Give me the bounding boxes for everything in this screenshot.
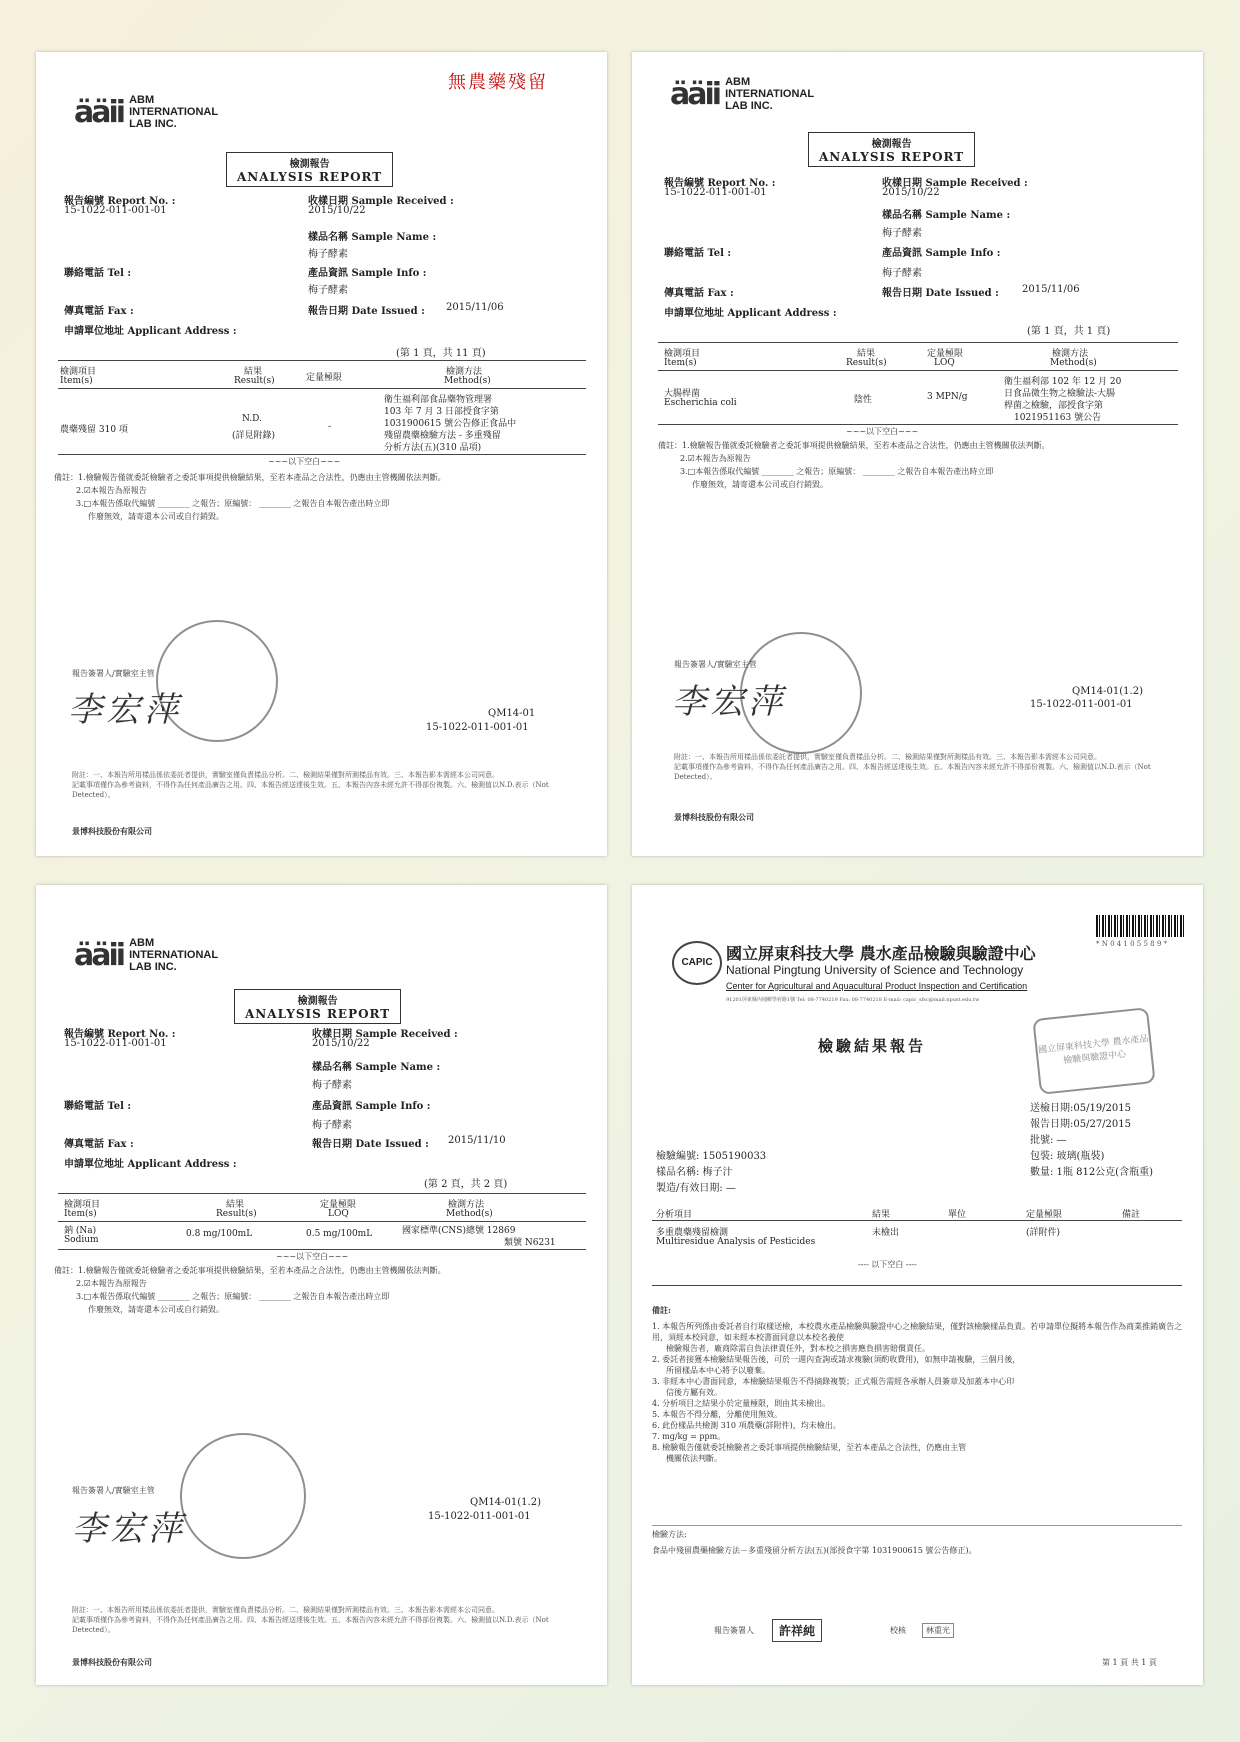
institution-address: 91201屏東縣內埔鄉學府路1號 Tel: 08-7740219 Fax: 08-7740218 E-mail: capic_sfsc@mail.npust.edu.tw [726, 997, 980, 1003]
table-top-rule [658, 342, 1178, 343]
end-marker: ~~~以下空白~~~ [276, 1252, 349, 1261]
note-1: 備註：1.檢驗報告僅就委託檢驗者之委託事項提供檢驗結果，至若本產品之合法性，仍應由主管機關依法判斷。 [54, 473, 446, 482]
page-indicator: 第 1 頁 共 1 頁 [1102, 1658, 1157, 1667]
col-loq: 定量極限 [927, 349, 964, 359]
col-method-en: Method(s) [446, 1209, 493, 1219]
note-1: 備註：1.檢驗報告僅就委託檢驗者之委託事項提供檢驗結果，至若本產品之合法性，仍應由主管機關依法判斷。 [658, 441, 1050, 450]
label-sample-name: 樣品名稱 Sample Name : [312, 1062, 441, 1073]
col-loq-en: LOQ [934, 358, 955, 368]
barcode [1096, 915, 1184, 937]
col-result: 結果 [857, 349, 876, 359]
abm-logo-name: ABM INTERNATIONAL LAB INC. [129, 937, 219, 973]
cell-loq: - [328, 422, 332, 432]
fine-print: 附註：一、本報告所用樣品係依委託者提供，實驗室僅負責樣品分析。二、檢測結果僅對所測樣品有效。三、本報告影本需經本公司同意。 記載事項僅作為參考資料，不得作為任何產品廣告之用。四、本報告經送達後生效。五、本報告內容未經允許不得部份複製。六、檢測值以N.D.表示（Not Detected）。 [72, 771, 549, 799]
signer-label: 報告簽署人/實驗室主管 [674, 660, 757, 669]
page-indicator: (第 2 頁，共 2 頁) [424, 1179, 508, 1190]
report-sheet-4 [632, 885, 1203, 1685]
col-method: 檢測方法 [446, 367, 483, 377]
abm-logo-mark: ääii [74, 94, 124, 130]
institution-name-zh: 國立屏東科技大學 農水產品檢驗與驗證中心 [726, 944, 1036, 963]
report-title: 檢測報告 ANALYSIS REPORT [226, 152, 393, 187]
label-address: 申請單位地址 Applicant Address : [64, 326, 237, 337]
col-result: 結果 [226, 1200, 245, 1210]
col-loq: 定量極限 [320, 1200, 357, 1210]
col-limit: 定量極限 [1026, 1210, 1063, 1220]
cell-result-note: (詳見附錄) [232, 431, 276, 441]
value-issued: 2015/11/06 [446, 302, 504, 313]
cell-item: 大腸桿菌 [664, 389, 701, 399]
end-marker: ~~~以下空白~~~ [846, 427, 919, 436]
label-issued: 報告日期 Date Issued : [312, 1139, 429, 1150]
table-bottom-rule [658, 424, 1178, 425]
page-indicator: (第 1 頁，共 1 頁) [1027, 326, 1111, 337]
label-report-no: 報告編號 Report No. : [664, 178, 776, 189]
col-result-en: Result(s) [216, 1209, 257, 1219]
abm-logo-name: ABM INTERNATIONAL LAB INC. [725, 76, 815, 112]
abm-logo-mark: ääii [670, 76, 720, 112]
cell-item-en: Escherichia coli [664, 398, 737, 408]
note-3: 3.□本報告係取代編號 ________ 之報告；原編號： ________ 之報告自本報告產出時立即 [76, 1292, 390, 1301]
label-tel: 聯絡電話 Tel : [64, 1101, 132, 1112]
value-sample-name: 梅子酵素 [312, 1080, 352, 1091]
col-item: 檢測項目 [64, 1200, 101, 1210]
table-bottom-rule [58, 1249, 586, 1250]
label-sample-name: 樣品名稱 Sample Name : [308, 232, 437, 243]
cell-item-en: Multiresidue Analysis of Pesticides [656, 1237, 816, 1247]
table-top-rule [58, 1193, 586, 1194]
label-tel: 聯絡電話 Tel : [64, 268, 132, 279]
page-indicator: (第 1 頁，共 11 頁) [396, 348, 486, 359]
col-method: 檢測方法 [448, 1200, 485, 1210]
abm-logo [74, 94, 218, 130]
sample-name: 樣品名稱: 梅子汁 [656, 1167, 733, 1178]
table-header-rule [658, 370, 1178, 371]
notes-list: 1. 本報告所列係由委託者自行取樣送檢，本校農水產品檢驗與驗證中心之檢驗結果，僅對該檢驗樣品負責。若申請單位擬將本報告作為商業推銷廣告之用，須經本校同意，如未經本校書面同意以本校名義使 檢驗報告者，廠商除需自負法律責任外，對本校之損害應負損害賠償責任。 2. 委託者接獲本檢驗結果報告後，可於一週內查詢或請求複驗(須酌收費用)，如無申請複驗，三個月後， 所留樣品本中心將予以廢棄。 3. 非經本中心書面同意，本檢驗結果報告不得摘錄複製；正式報告需經各承辦人員簽章及加蓋本中心印 信後方屬有效。 4. 分析項目之結果小於定量極限，則由其未檢出。 5. 本報告不得分離，分離使用無效。 6. 此份樣品共檢測 310 項農藥(詳附件)，均未檢出。 7. mg/kg = ppm。 8. 檢驗報告僅就委託檢驗者之委託事項提供檢驗結果，至若本產品之合法性，仍應由主管 機關依法判斷。 [652, 1322, 1183, 1463]
col-item-en: Item(s) [64, 1209, 97, 1219]
signer-label: 報告簽署人/實驗室主管 [72, 1486, 155, 1495]
label-received: 收樣日期 Sample Received : [308, 196, 454, 207]
label-fax: 傳真電話 Fax : [664, 288, 734, 299]
date-report: 報告日期:05/27/2015 [1030, 1119, 1132, 1130]
value-report-no: 15-1022-011-001-01 [664, 187, 767, 198]
cell-loq: 3 MPN/g [927, 392, 968, 402]
batch: 批號: — [1030, 1135, 1067, 1146]
col-unit: 單位 [948, 1210, 967, 1220]
signature: 李宏萍 [68, 690, 182, 730]
abm-logo [670, 76, 814, 112]
label-received: 收樣日期 Sample Received : [882, 178, 1028, 189]
cell-method-4: 1021951163 號公告 [1014, 413, 1102, 423]
value-received: 2015/10/22 [312, 1038, 370, 1049]
table-header-rule [652, 1220, 1182, 1221]
cell-method-3: 1031900615 號公告修正食品中 [384, 419, 517, 429]
note-4: 作廢無效，請寄還本公司或自行銷毀。 [692, 480, 828, 489]
table-header-rule [58, 1221, 586, 1222]
signer-stamp: 許祥純 [772, 1619, 822, 1642]
quantity: 數量: 1瓶 812公克(含瓶重) [1030, 1167, 1153, 1178]
end-marker: ---- 以下空白 ---- [858, 1260, 917, 1269]
label-fax: 傳真電話 Fax : [64, 1139, 134, 1150]
cell-item: 農藥殘留 310 項 [60, 425, 128, 435]
col-loq: 定量極限 [306, 373, 343, 383]
footer-code: QM14-01(1.2) [1072, 686, 1143, 697]
col-method-en: Method(s) [444, 376, 491, 386]
label-address: 申請單位地址 Applicant Address : [64, 1159, 237, 1170]
cell-method-2: 日食品微生物之檢驗法-大腸 [1004, 389, 1116, 399]
company-seal-stamp [180, 1433, 306, 1559]
cell-limit: (詳附件) [1026, 1228, 1061, 1238]
fine-print: 附註：一、本報告所用樣品係依委託者提供，實驗室僅負責樣品分析。二、檢測結果僅對所測樣品有效。三、本報告影本需經本公司同意。 記載事項僅作為參考資料，不得作為任何產品廣告之用。四、本報告經送達後生效。五、本報告內容未經允許不得部份複製。六、檢測值以N.D.表示（Not Detected）。 [72, 1606, 549, 1634]
col-item: 檢測項目 [60, 367, 97, 377]
label-sample-info: 產品資訊 Sample Info : [312, 1101, 431, 1112]
report-title: 檢驗結果報告 [818, 1037, 927, 1055]
table-bottom-rule [58, 454, 586, 455]
cell-method-1: 衛生福利部 102 年 12 月 20 [1004, 377, 1122, 387]
footer-report-no: 15-1022-011-001-01 [426, 722, 529, 733]
value-sample-name: 梅子酵素 [882, 228, 922, 239]
col-item: 檢測項目 [664, 349, 701, 359]
date-received: 送檢日期:05/19/2015 [1030, 1103, 1132, 1114]
value-sample-info: 梅子酵素 [882, 268, 922, 279]
note-2: 2.☑本報告為原報告 [76, 486, 147, 495]
label-sample-name: 樣品名稱 Sample Name : [882, 210, 1011, 221]
footer-report-no: 15-1022-011-001-01 [428, 1511, 531, 1522]
cell-method-5: 分析方法(五)(310 品項) [384, 443, 482, 453]
company-footer: 景博科技股份有限公司 [72, 1657, 152, 1667]
label-report-no: 報告編號 Report No. : [64, 1029, 176, 1040]
cell-method-2: 類號 N6231 [504, 1238, 556, 1248]
note-2: 2.☑本報告為原報告 [680, 454, 751, 463]
cell-result: 陰性 [854, 395, 873, 405]
value-sample-info: 梅子酵素 [308, 285, 348, 296]
table-top-rule [58, 360, 586, 361]
abm-logo [74, 937, 218, 973]
method-rule [652, 1525, 1182, 1526]
value-issued: 2015/11/10 [448, 1135, 506, 1146]
col-loq-en: LOQ [328, 1209, 349, 1219]
table-bottom-rule [652, 1285, 1182, 1286]
report-title: 檢測報告 ANALYSIS REPORT [234, 989, 401, 1024]
cell-method-1: 衛生福利部食品藥物管理署 [384, 395, 493, 405]
inspection-no: 檢驗編號: 1505190033 [656, 1151, 767, 1162]
value-received: 2015/10/22 [882, 187, 940, 198]
label-sample-info: 產品資訊 Sample Info : [308, 268, 427, 279]
signature: 李宏萍 [72, 1509, 186, 1549]
note-1: 備註：1.檢驗報告僅就委託檢驗者之委託事項提供檢驗結果，至若本產品之合法性，仍應由主管機關依法判斷。 [54, 1266, 446, 1275]
table-header-rule [58, 388, 586, 389]
signer-label: 報告簽署人/實驗室主管 [72, 669, 155, 678]
reviewer-label: 校核 [890, 1626, 906, 1635]
label-issued: 報告日期 Date Issued : [882, 288, 999, 299]
footer-code: QM14-01(1.2) [470, 1497, 541, 1508]
barcode-number: * N 0 4 1 0 5 5 8 9 * [1096, 940, 1168, 948]
value-issued: 2015/11/06 [1022, 284, 1080, 295]
footer-report-no: 15-1022-011-001-01 [1030, 699, 1133, 710]
notes-title: 備註: [652, 1305, 671, 1315]
fine-print: 附註：一、本報告所用樣品係依委託者提供，實驗室僅負責樣品分析。二、檢測結果僅對所測樣品有效。三、本報告影本需經本公司同意。 記載事項僅作為參考資料，不得作為任何產品廣告之用。四、本報告經送達後生效。五、本報告內容未經允許不得部份複製。六、檢測值以N.D.表示（Not Detected）。 [674, 753, 1151, 781]
cell-result: 未檢出 [872, 1228, 900, 1238]
col-result: 結果 [244, 367, 263, 377]
col-result: 結果 [872, 1210, 891, 1220]
company-footer: 景博科技股份有限公司 [674, 812, 754, 822]
cell-result: 0.8 mg/100mL [186, 1229, 253, 1239]
label-issued: 報告日期 Date Issued : [308, 306, 425, 317]
report-sheet-2 [632, 52, 1203, 856]
cell-item-en: Sodium [64, 1235, 99, 1245]
institution-center-en: Center for Agricultural and Aquacultural Product Inspection and Certification [726, 981, 1028, 991]
capic-logo: CAPIC [672, 941, 722, 985]
label-report-no: 報告編號 Report No. : [64, 196, 176, 207]
mfg-date: 製造/有效日期: — [656, 1183, 736, 1194]
col-item: 分析項目 [656, 1210, 693, 1220]
report-sheet-3 [36, 885, 607, 1685]
note-3: 3.□本報告係取代編號 ________ 之報告；原編號： ________ 之報告自本報告產出時立即 [680, 467, 994, 476]
center-seal-stamp: 國立屏東科技大學 農水產品檢驗與驗證中心 [1032, 1007, 1155, 1095]
note-4: 作廢無效，請寄還本公司或自行銷毀。 [88, 1305, 224, 1314]
col-method-en: Method(s) [1050, 358, 1097, 368]
package: 包裝: 玻璃(瓶裝) [1030, 1151, 1105, 1162]
reviewer-stamp: 林重光 [922, 1623, 954, 1638]
note-2: 2.☑本報告為原報告 [76, 1279, 147, 1288]
method-text: 食品中殘留農藥檢驗方法－多重殘留分析方法(五)(部授食字第 1031900615 號公告修正)。 [652, 1546, 977, 1555]
col-result-en: Result(s) [846, 358, 887, 368]
cell-item: 鈉 (Na) [64, 1226, 97, 1236]
value-report-no: 15-1022-011-001-01 [64, 1038, 167, 1049]
col-result-en: Result(s) [234, 376, 275, 386]
col-item-en: Item(s) [60, 376, 93, 386]
institution-name-en: National Pingtung University of Science and Technology [726, 963, 1024, 977]
label-tel: 聯絡電話 Tel : [664, 248, 732, 259]
label-address: 申請單位地址 Applicant Address : [664, 308, 837, 319]
note-4: 作廢無效，請寄還本公司或自行銷毀。 [88, 512, 224, 521]
cell-method-1: 國家標準(CNS)總號 12869 [402, 1226, 516, 1236]
signature: 李宏萍 [672, 682, 786, 722]
end-marker: ~~~以下空白~~~ [268, 457, 341, 466]
footer-code: QM14-01 [488, 708, 536, 719]
company-footer: 景博科技股份有限公司 [72, 826, 152, 836]
note-3: 3.□本報告係取代編號 ________ 之報告；原編號： ________ 之報告自本報告產出時立即 [76, 499, 390, 508]
col-remark: 備註 [1122, 1210, 1141, 1220]
signer-label: 報告簽署人 [714, 1626, 754, 1635]
report-sheet-1 [36, 52, 607, 856]
report-title: 檢測報告 ANALYSIS REPORT [808, 132, 975, 167]
cell-result: N.D. [242, 414, 262, 424]
cell-method-4: 殘留農藥檢驗方法 - 多重殘留 [384, 431, 501, 441]
abm-logo-name: ABM INTERNATIONAL LAB INC. [129, 94, 219, 130]
abm-logo-mark: ääii [74, 937, 124, 973]
value-sample-name: 梅子酵素 [308, 249, 348, 260]
no-pesticide-annotation: 無農藥殘留 [448, 72, 548, 93]
label-sample-info: 產品資訊 Sample Info : [882, 248, 1001, 259]
cell-method-3: 桿菌之檢驗，部授食字第 [1004, 401, 1104, 411]
method-title: 檢驗方法: [652, 1530, 687, 1539]
label-fax: 傳真電話 Fax : [64, 306, 134, 317]
col-item-en: Item(s) [664, 358, 697, 368]
cell-loq: 0.5 mg/100mL [306, 1229, 373, 1239]
cell-item: 多重農藥殘留檢測 [656, 1228, 729, 1238]
value-sample-info: 梅子酵素 [312, 1120, 352, 1131]
cell-method-2: 103 年 7 月 3 日部授食字第 [384, 407, 499, 417]
value-report-no: 15-1022-011-001-01 [64, 205, 167, 216]
value-received: 2015/10/22 [308, 205, 366, 216]
label-received: 收樣日期 Sample Received : [312, 1029, 458, 1040]
col-method: 檢測方法 [1052, 349, 1089, 359]
